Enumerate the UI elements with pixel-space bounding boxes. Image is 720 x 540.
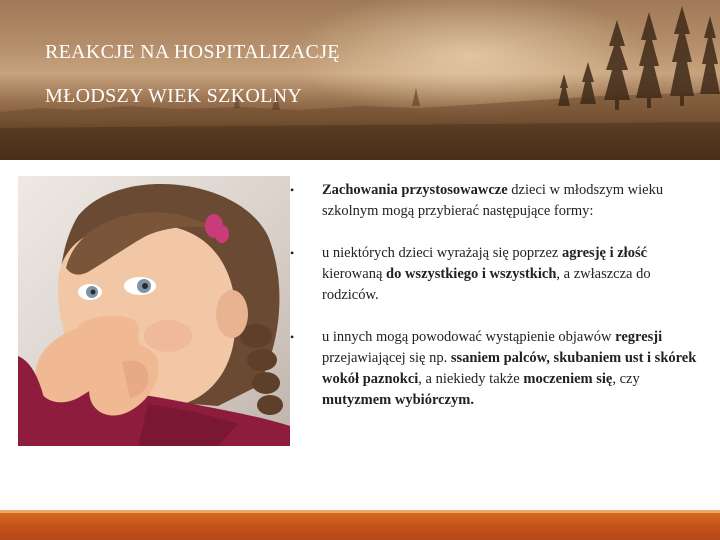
child-photo	[18, 176, 290, 446]
text-run: przejawiającej się np.	[322, 350, 451, 366]
bullet-text	[322, 182, 663, 219]
emphasized-text: do wszystkiego i wszystkich	[386, 266, 557, 282]
footer-bar	[0, 513, 720, 540]
bullet-item	[290, 243, 700, 306]
bullet-text	[322, 329, 696, 408]
bullet-marker: •	[290, 183, 295, 197]
bullet-marker: •	[290, 246, 295, 260]
emphasized-text: regresji	[615, 329, 663, 345]
emphasized-text: moczeniem się	[523, 371, 613, 387]
slide-title: REAKCJE NA HOSPITALIZACJĘ	[45, 41, 340, 63]
emphasized-text: mutyzmem wybiórczym.	[322, 392, 474, 408]
header-shadow	[0, 120, 720, 160]
emphasized-text: agresję i złość	[561, 245, 648, 261]
bullet-item	[290, 327, 700, 411]
text-run: , czy	[612, 371, 640, 387]
emphasized-text: ssaniem palców, skubaniem ust i skórek wokół paznokci	[322, 350, 697, 387]
text-run: dzieci w młodszym wieku szkolnym mogą przybierać następujące formy:	[322, 182, 664, 219]
header-banner	[0, 0, 720, 160]
text-run: u niektórych dzieci wyrażają się poprzez	[322, 245, 562, 261]
text-run: kierowaną	[322, 266, 387, 282]
bullet-list	[290, 180, 700, 432]
bullet-item	[290, 180, 700, 222]
bullet-marker: •	[290, 330, 295, 344]
text-run: , a niekiedy także	[418, 371, 524, 387]
text-run: , a zwłaszcza do rodziców.	[322, 266, 651, 303]
text-run: u innych mogą powodować wystąpienie objawów	[322, 329, 616, 345]
slide-subtitle: MŁODSZY WIEK SZKOLNY	[45, 85, 303, 107]
bullet-text	[322, 245, 651, 303]
emphasized-text: Zachowania przystosowawcze	[322, 182, 508, 198]
